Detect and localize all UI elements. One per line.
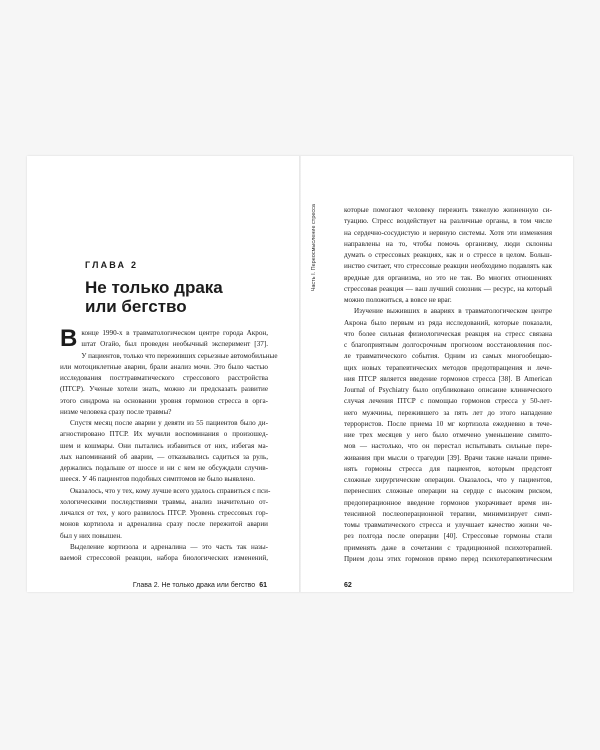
running-head-right [344, 582, 352, 589]
text-line: стрессовая реакция — ваш лучший союзник — ресурс, на который [344, 284, 552, 293]
text-line: террористов. После приема 10 мг кортизола ежедневно в тече- [344, 419, 552, 428]
text-line: шееся. У 46 пациентов подобных симптомов не было выявлено. [60, 475, 255, 484]
left-body-text [60, 325, 278, 564]
book-spread [27, 156, 573, 592]
text-line: Выделение кортизола и адреналина — это часть так назы- [70, 542, 268, 551]
side-running-head: Часть I. Переосмысление стресса [311, 204, 317, 292]
text-line: Акрона было первым из ряда исследований, которые показали, [344, 318, 552, 327]
text-line: лых напоминаний об аварии, — отказывались садиться за руль, [60, 452, 268, 461]
text-line: агностировано ПТСР. Их мучили воспоминания о произошед- [60, 430, 268, 439]
text-line: перенесших сложные операции на сердце с высоким риском, [344, 487, 552, 496]
left-page [27, 156, 299, 592]
text-line: вредные для организма, но это не так. Во многих отношениях [344, 273, 552, 282]
text-line: туацию. Стресс воздействует на различные органы, в том числе [344, 217, 552, 226]
page-number-right: 62 [344, 582, 352, 589]
text-line: Journal of Psychiatry было опубликовано описание клинического [344, 386, 552, 394]
chapter-label: ГЛАВА 2 [85, 260, 139, 270]
text-line: исследования посттравматического стрессового расстройства [60, 374, 268, 382]
text-line: думать о стрессовых реакциях, как и о стрессе в целом. Больш- [344, 251, 552, 259]
right-page [301, 156, 573, 592]
text-line: штат Огайо, был проведен необычный эксперимент [37]. [81, 340, 268, 349]
text-line: хологическими последствиями травмы, анализ значительно от- [60, 497, 268, 506]
text-line: (ПТСР). Ученые хотели знать, можно ли предсказать развитие [60, 385, 268, 394]
text-line: рез полгода после операции [40]. Стрессовые гормоны стали [344, 532, 552, 541]
text-line: Спустя месяц после аварии у девяти из 55 пациентов было ди- [70, 419, 268, 427]
text-line: на сердечно-сосудистую и нервную системы. Хотя эти изменения [344, 228, 552, 237]
chapter-title-line: или бегство [85, 297, 187, 316]
text-line: с благоприятным долгосрочным прогнозом восстановления пос- [344, 341, 552, 349]
text-line: что более сильная физиологическая реакция на стресс связана [344, 329, 552, 338]
chapter-title-line: Не только драка [85, 278, 223, 297]
text-line: сложные хирургические операции. Оказалось, что у пациентов, [344, 476, 552, 484]
text-line: томы травматического стресса и улучшает качество жизни че- [344, 521, 552, 529]
running-head-left [133, 582, 267, 589]
text-line: монов кортизола и адреналина сразу после пережитой аварии [60, 520, 268, 529]
drop-cap: В [60, 325, 78, 352]
text-line: применять даже в сочетании с традиционной психотерапией. [344, 543, 552, 552]
text-line: или мотоциклетные аварии, брали анализ мочи. Это было частью [60, 362, 268, 371]
text-line: которые помогают человеку пережить тяжелую жизненную си- [344, 206, 552, 214]
text-line: ние трех месяцев у него было отмечено уменьшение симпто- [344, 431, 552, 439]
text-line: шем и кошмары. Они пытались избавиться от них, избегая ма- [60, 441, 268, 450]
text-line: предоперационное введение гормонов укорачивает время ин- [344, 498, 552, 507]
text-line: можно положиться, а вовсе не враг. [344, 296, 452, 304]
text-line: мов — настолько, что он перестал испытывать сильные пере- [344, 442, 552, 451]
text-line: личался от тех, у кого развилось ПТСР. Уровень стрессовых гор- [60, 509, 268, 517]
chapter-title [85, 278, 265, 316]
text-line: нять гормоны стресса для пациентов, которым предстоят [344, 464, 552, 473]
text-line: был у них повышен. [60, 531, 122, 540]
running-head-text: Глава 2. Не только драка или бегство [132, 582, 256, 589]
text-line: держались подальше от шоссе и ни с кем не обсуждали случив- [60, 464, 268, 472]
text-line: ваемой стрессовой реакции, набора биологических изменений, [60, 554, 268, 562]
text-line: Оказалось, что у тех, кому лучше всего удалось справиться с пси- [70, 486, 271, 495]
text-line: У пациентов, только что переживших серьезные автомобильные [81, 351, 278, 360]
right-body-text [344, 205, 552, 565]
text-line: случая лечения ПТСР с помощью гормонов стресса у 50-лет- [344, 397, 552, 406]
text-line: тенсивной послеоперационной терапии, минимизирует симп- [344, 509, 552, 518]
text-line: инство считает, что стрессовые реакции необходимо подавлять как [344, 262, 552, 271]
page-number-left: 61 [259, 582, 267, 589]
text-line: Изучение выживших в авариях в травматологическом центре [354, 307, 552, 316]
text-line: ния ПТСР является введение гормонов стресса [38]. В American [344, 374, 552, 383]
text-line: конце 1990-х в травматологическом центре города Акрон, [81, 329, 268, 337]
text-line: него мужчины, пережившего за пять лет до этого нападение [344, 408, 552, 417]
text-line: низме человека сразу после травмы? [60, 407, 172, 416]
text-line: Прием дозы этих гормонов прямо перед психотерапевтическим [344, 554, 552, 563]
text-line: ле травматического события. Одним из самых многообещаю- [344, 352, 552, 361]
text-line: живания при мысли о трагедии [39]. Врачи также начали приме- [344, 453, 552, 462]
text-line: направлены на то, чтобы помочь организму, люди склонны [344, 239, 552, 248]
text-line: щих новых терапевтических методов предотвращения и лече- [344, 363, 552, 372]
text-line: этого синдрома на основании уровня гормонов стресса в орга- [60, 396, 268, 405]
